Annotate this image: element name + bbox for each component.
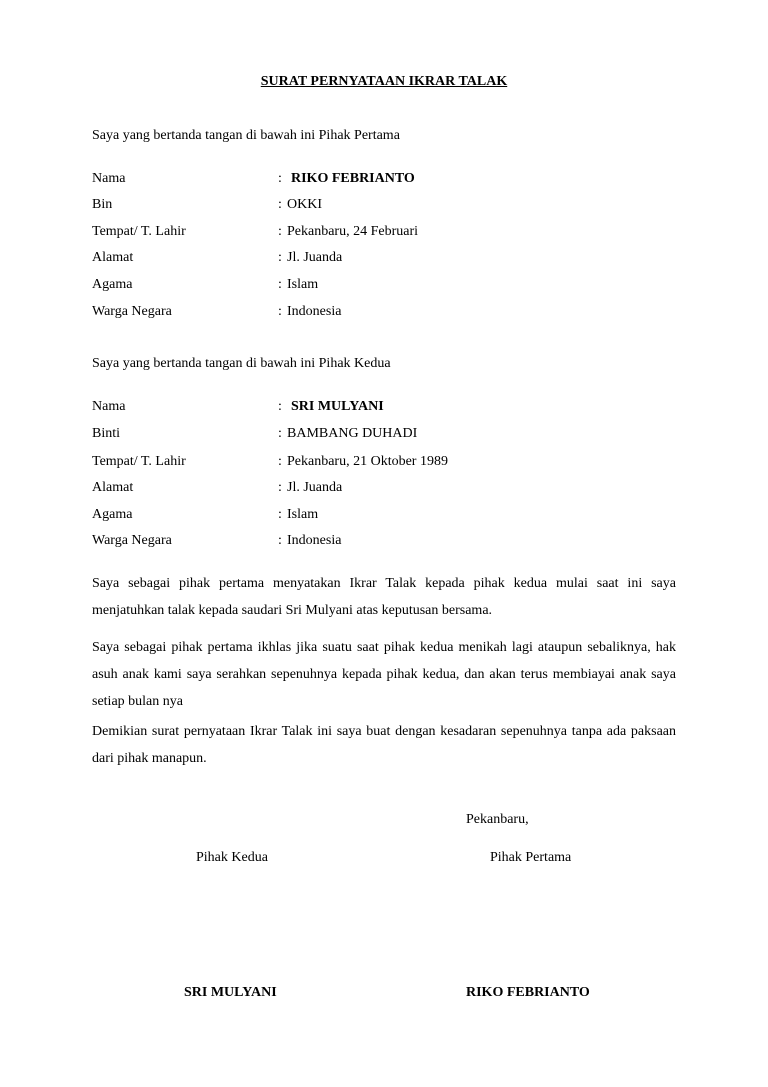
field-label: Alamat xyxy=(92,250,134,265)
field-separator: : xyxy=(278,224,282,239)
document-title: SURAT PERNYATAAN IKRAR TALAK xyxy=(260,74,508,89)
party1-field-row xyxy=(92,224,692,244)
field-separator: : xyxy=(278,399,282,414)
field-value: Islam xyxy=(287,507,319,522)
field-separator: : xyxy=(278,277,282,292)
field-value: Jl. Juanda xyxy=(287,250,343,265)
field-label: Alamat xyxy=(92,480,134,495)
party2-field-row xyxy=(92,399,692,419)
party1-field-row xyxy=(92,304,692,324)
field-separator: : xyxy=(278,304,282,319)
party2-field-row xyxy=(92,426,692,446)
signature-name-pihak-kedua: SRI MULYANI xyxy=(184,985,277,1000)
party1-field-row xyxy=(92,277,692,297)
party2-field-row xyxy=(92,454,692,474)
field-value: Jl. Juanda xyxy=(287,480,343,495)
signature-city: Pekanbaru, xyxy=(466,812,529,827)
field-value: SRI MULYANI xyxy=(291,399,384,414)
party2-field-row xyxy=(92,533,692,553)
field-label: Tempat/ T. Lahir xyxy=(92,454,186,469)
field-separator: : xyxy=(278,426,282,441)
signature-label-pihak-kedua: Pihak Kedua xyxy=(196,850,268,865)
field-label: Agama xyxy=(92,507,133,522)
party2-field-row xyxy=(92,507,692,527)
field-separator: : xyxy=(278,171,282,186)
field-label: Bin xyxy=(92,197,113,212)
party1-field-row xyxy=(92,171,692,191)
field-value: RIKO FEBRIANTO xyxy=(291,171,415,186)
party1-intro: Saya yang bertanda tangan di bawah ini Pihak Pertama xyxy=(92,128,400,143)
field-separator: : xyxy=(278,533,282,548)
field-separator: : xyxy=(278,250,282,265)
field-label: Nama xyxy=(92,399,126,414)
signature-label-pihak-pertama: Pihak Pertama xyxy=(490,850,572,865)
custody-paragraph: Saya sebagai pihak pertama ikhlas jika suatu saat pihak kedua menikah lagi ataupun sebaliknya, hak asuh anak kami saya serahkan sepenuhnya kepada pihak kedua, dan akan terus membiayai anak saya setiap bulan nya xyxy=(92,640,676,709)
field-separator: : xyxy=(278,480,282,495)
field-value: Indonesia xyxy=(287,304,342,319)
field-separator: : xyxy=(278,197,282,212)
field-value: OKKI xyxy=(287,197,322,212)
party2-field-row xyxy=(92,480,692,500)
field-value: BAMBANG DUHADI xyxy=(287,426,418,441)
party1-field-row xyxy=(92,250,692,270)
field-value: Islam xyxy=(287,277,319,292)
field-value: Pekanbaru, 24 Februari xyxy=(287,224,419,239)
field-label: Agama xyxy=(92,277,133,292)
field-label: Nama xyxy=(92,171,126,186)
statement-paragraph: Saya sebagai pihak pertama menyatakan Ikrar Talak kepada pihak kedua mulai saat ini saya menjatuhkan talak kepada saudari Sri Mulyani atas keputusan bersama. xyxy=(92,576,676,618)
closing-paragraph: Demikian surat pernyataan Ikrar Talak ini saya buat dengan kesadaran sepenuhnya tanpa ada paksaan dari pihak manapun. xyxy=(92,724,676,766)
field-separator: : xyxy=(278,454,282,469)
field-label: Tempat/ T. Lahir xyxy=(92,224,186,239)
field-label: Binti xyxy=(92,426,121,441)
signature-name-pihak-pertama: RIKO FEBRIANTO xyxy=(466,985,590,1000)
field-label: Warga Negara xyxy=(92,304,172,319)
field-label: Warga Negara xyxy=(92,533,172,548)
field-value: Pekanbaru, 21 Oktober 1989 xyxy=(287,454,448,469)
party1-field-row xyxy=(92,197,692,217)
party2-intro: Saya yang bertanda tangan di bawah ini Pihak Kedua xyxy=(92,356,391,371)
field-value: Indonesia xyxy=(287,533,342,548)
field-separator: : xyxy=(278,507,282,522)
